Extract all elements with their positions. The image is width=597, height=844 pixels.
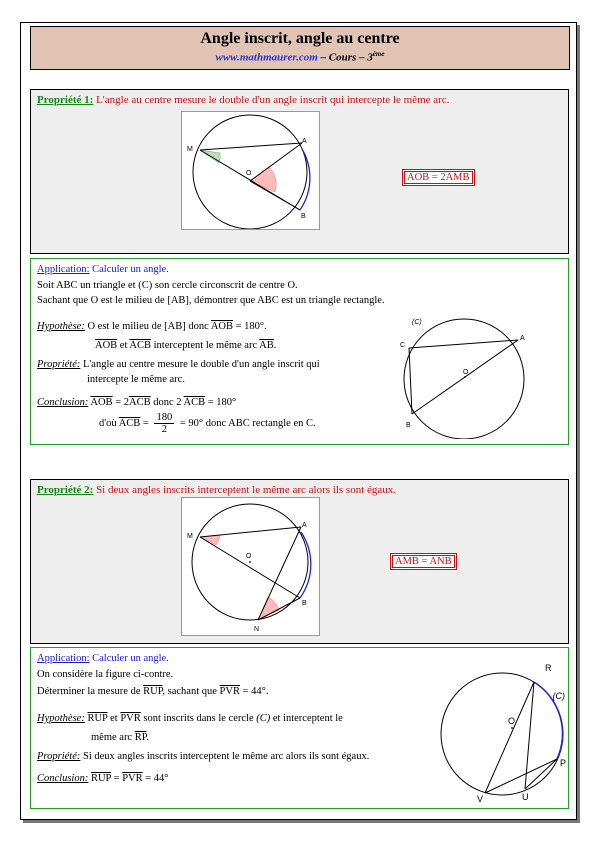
property-2-formula: AMB = ANB — [392, 555, 455, 568]
application-2-line-2: Déterminer la mesure de $\overline{RUP}$, sachant que $\overline{PVR} = 44^\circ$. — [37, 686, 269, 697]
hypothesis-2-line-1: Hypothèse: $\overline{RUP}$ et $\overline{PVR}$ sont inscrits dans le cercle (C) et interceptent le — [37, 713, 343, 724]
hypothesis-1-line-2: $\overline{AOB}$ et $\overline{ACB}$ interceptent le même arc $\overline{AB}$. — [95, 340, 277, 351]
label-A: A — [302, 522, 307, 529]
label-U: U — [522, 792, 529, 802]
application-1-line-2: Sachant que O est le milieu de [AB], démontrer que ABC est un triangle rectangle. — [37, 295, 385, 306]
conclusion-1-line-1: Conclusion: $\overline{AOB} = 2\overline{ACB}$ donc 2 $\overline{ACB} = 180^\circ$ — [37, 397, 237, 408]
label-A: A — [302, 138, 307, 145]
conclusion-2: Conclusion: $\overline{RUP} = \overline{PVR} = 44^\circ$ — [37, 773, 169, 784]
label-circle-C: (C) — [552, 691, 565, 701]
page-subtitle: www.mathmaurer.com – Cours – 3ème — [215, 50, 385, 64]
property-1-label: Propriété 1: — [37, 94, 94, 106]
page-header — [30, 26, 570, 70]
property-used-1-line-1: Propriété: L'angle au centre mesure le double d'un angle inscrit qui — [37, 359, 320, 370]
property-1-diagram — [182, 112, 319, 229]
page-title: Angle inscrit, angle au centre — [200, 30, 400, 47]
label-O: O — [463, 369, 469, 376]
property-2-statement: Propriété 2: Si deux angles inscrits interceptent le même arc alors ils sont égaux. — [37, 484, 397, 496]
label-M: M — [187, 533, 193, 540]
property-used-2: Propriété: Si deux angles inscrits interceptent le même arc alors ils sont égaux. — [37, 751, 370, 762]
property-2-diagram — [182, 498, 319, 635]
application-1-box — [30, 258, 569, 445]
fraction: $\frac{180}{2}$ — [156, 412, 173, 435]
property-1-figure — [181, 111, 320, 230]
hypothesis-2-line-2: même arc $\overline{RP}$. — [91, 732, 150, 743]
application-1-diagram — [399, 314, 539, 439]
label-P: P — [560, 758, 567, 768]
label-V: V — [477, 794, 484, 804]
property-2-label: Propriété 2: — [37, 484, 94, 496]
application-2-diagram — [417, 654, 567, 804]
conclusion-1-line-2: d'où $\overline{ACB}$ = $\frac{180}{2}$ = 90° donc ABC rectangle en C. — [99, 412, 316, 435]
application-1-heading: Application: Calculer un angle. — [37, 264, 169, 275]
label-N: N — [254, 626, 260, 633]
label-O: O — [508, 716, 516, 726]
label-R: R — [545, 663, 552, 673]
property-1-statement: Propriété 1: L'angle au centre mesure le double d'un angle inscrit qui intercepte le même arc. — [37, 94, 450, 106]
label-B: B — [302, 600, 307, 607]
application-2-line-1: On considère la figure ci-contre. — [37, 669, 174, 680]
label-O: O — [246, 553, 252, 560]
label-A: A — [520, 335, 525, 342]
site-link[interactable]: www.mathmaurer.com — [215, 51, 318, 64]
application-2-heading: Application: Calculer un angle. — [37, 653, 169, 664]
label-O: O — [246, 170, 252, 177]
label-M: M — [187, 146, 193, 153]
label-B: B — [301, 213, 306, 220]
label-C: C — [400, 342, 406, 349]
property-used-1-line-2: intercepte le même arc. — [87, 374, 185, 385]
property-2-figure — [181, 497, 320, 636]
label-B: B — [406, 422, 411, 429]
label-circle-C: (C) — [412, 319, 422, 326]
application-2-box — [30, 647, 569, 809]
application-1-line-1: Soit ABC un triangle et (C) son cercle circonscrit de centre O. — [37, 280, 298, 291]
hypothesis-1-line-1: Hypothèse: O est le milieu de [AB] donc $\overline{AOB} = 180^\circ$. — [37, 321, 267, 332]
property-1-formula: AOB = 2AMB — [404, 171, 473, 184]
